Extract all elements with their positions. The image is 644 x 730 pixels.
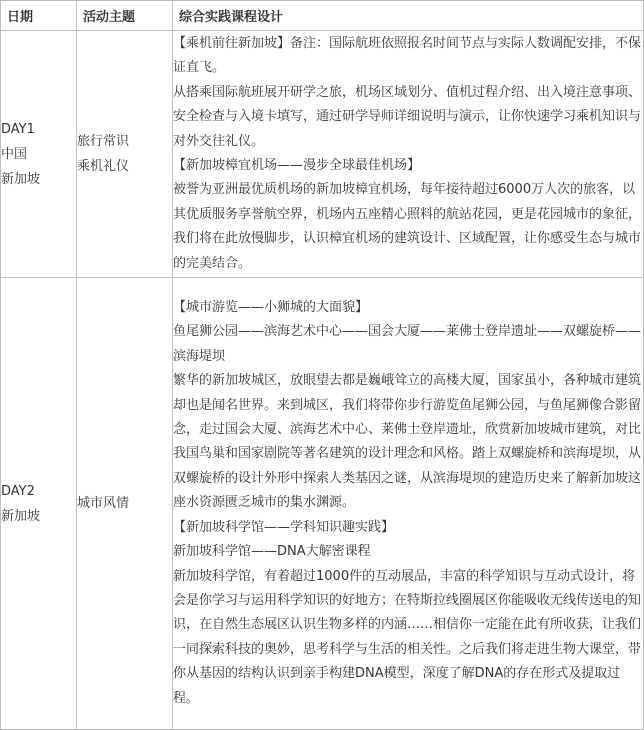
course-paragraph: 鱼尾狮公园——滨海艺术中心——国会大厦——莱佛士登岸遗址——双螺旋桥——滨海堤坝 bbox=[173, 324, 642, 364]
theme-cell bbox=[77, 31, 173, 278]
day-label: DAY2 bbox=[1, 483, 35, 499]
location-line: 中国 bbox=[1, 146, 28, 162]
table-row-day1 bbox=[1, 31, 644, 278]
location-line: 新加坡 bbox=[1, 508, 41, 524]
theme-line: 乘机礼仪 bbox=[77, 159, 130, 174]
theme-line: 旅行常识 bbox=[77, 134, 130, 149]
course-cell bbox=[173, 278, 644, 730]
course-paragraph: 【新加坡科学馆——学科知识趣实践】 bbox=[173, 519, 395, 535]
course-paragraph: 【城市游览——小狮城的大面貌】 bbox=[173, 300, 369, 316]
course-paragraph: 【乘机前往新加坡】备注：国际航班依照报名时间节点与实际人数调配安排，不保证直飞。 bbox=[173, 35, 642, 76]
course-paragraph: 新加坡科学馆——DNA大解密课程 bbox=[173, 544, 371, 560]
day-label: DAY1 bbox=[1, 121, 35, 137]
table-row-day2 bbox=[1, 278, 644, 730]
location-line: 新加坡 bbox=[1, 171, 41, 187]
course-paragraph: 【新加坡樟宜机场——漫步全球最佳机场】 bbox=[173, 158, 421, 173]
header-course: 综合实践课程设计 bbox=[173, 1, 644, 31]
course-paragraph: 被誉为亚洲最优质机场的新加坡樟宜机场，每年接待超过6000万人次的旅客，以其优质服务享誉航空界，机场内五座精心照料的航站花园，更是花园城市的象征，我们将在此放慢脚步，认识樟宜机场的建筑设计、区域配置，让你感受生态与城市的完美结合。 bbox=[173, 182, 642, 271]
theme-line: 城市风情 bbox=[77, 496, 130, 511]
header-date: 日期 bbox=[1, 1, 77, 31]
course-cell bbox=[173, 31, 644, 278]
course-paragraph: 新加坡科学馆，有着超过1000件的互动展品，丰富的科学知识与互动式设计，将会是你学习与运用科学知识的好地方；在特斯拉线圈展区你能吸收无线传送电的知识，在自然生态展区认识生物多样的内涵……相信你一定能在此有所收获，让我们一同探索科技的奥妙，思考科学与生活的相关性。之后我们将走进生物大课堂，带你从基因的结构认识到亲手构建DNA模型，深度了解DNA的存在形式及提取过程。 bbox=[173, 568, 642, 706]
day-cell bbox=[1, 31, 77, 278]
header-row bbox=[1, 1, 644, 31]
header-theme: 活动主题 bbox=[77, 1, 173, 31]
theme-cell bbox=[77, 278, 173, 730]
course-paragraph: 繁华的新加坡城区，放眼望去都是巍峨耸立的高楼大厦，国家虽小，各种城市建筑却也是闻名世界。来到城区，我们将带你步行游览鱼尾狮公园，与鱼尾狮像合影留念，走过国会大厦、滨海艺术中心、莱佛士登岸遗址，欣赏新加坡城市建筑，对比我国鸟巢和国家剧院等著名建筑的设计理念和风格。踏上双螺旋桥和滨海堤坝，从双螺旋桥的设计外形中探索人类基因之谜，从滨海堤坝的建造历史来了解新加坡这座水资源匮乏城市的集水渊源。 bbox=[173, 373, 642, 511]
course-paragraph: 从搭乘国际航班展开研学之旅，机场区域划分、值机过程介绍、出入境注意事项、安全检查与入境卡填写，通过研学导师详细说明与演示，让你快速学习乘机知识与对外交往礼仪。 bbox=[173, 84, 642, 149]
day-cell bbox=[1, 278, 77, 730]
